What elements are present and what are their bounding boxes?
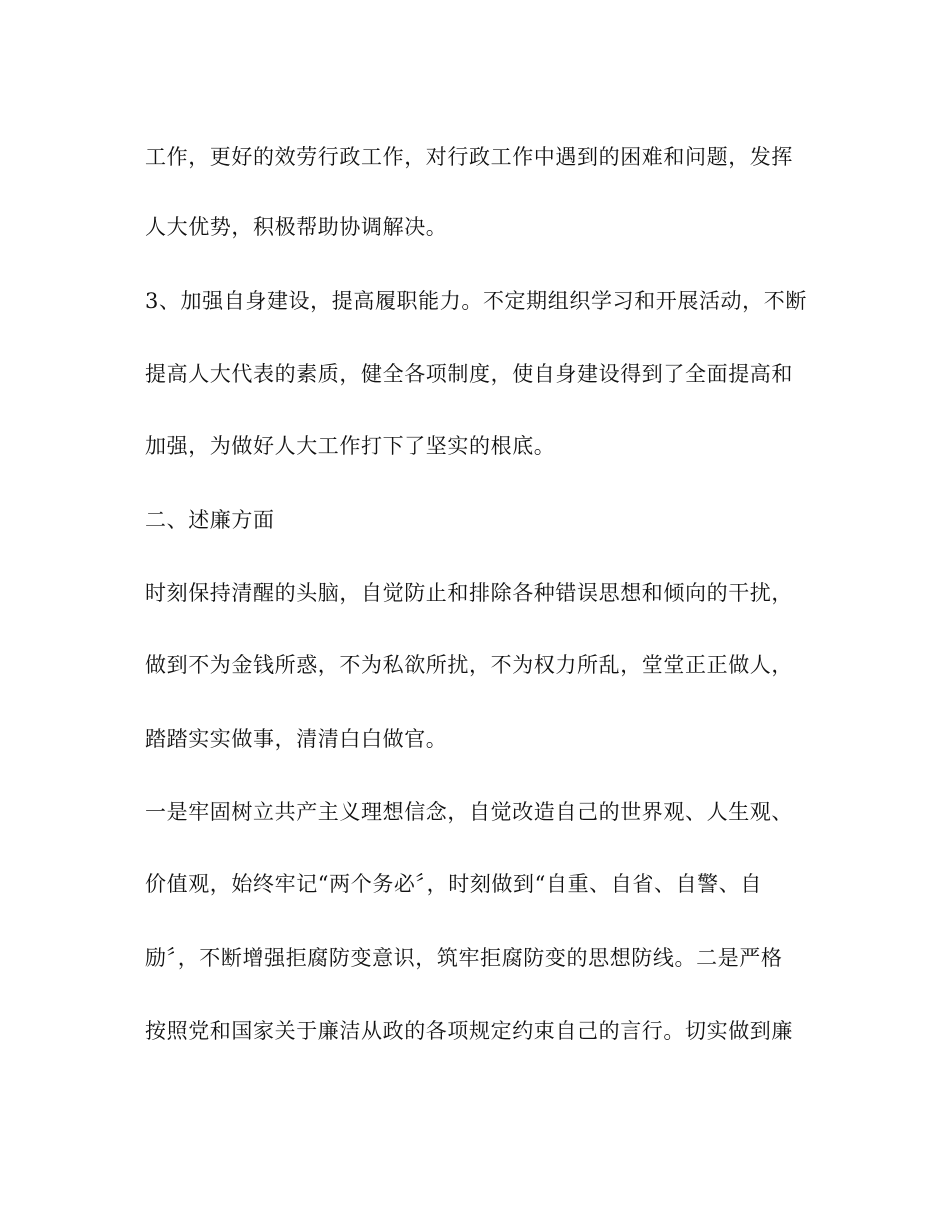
text-line: 价值观，始终牢记“两个务必〞，时刻做到“自重、自省、自警、自 (145, 872, 762, 896)
text-line: 按照党和国家关于廉洁从政的各项规定约束自己的言行。切实做到廉 (145, 1019, 793, 1043)
text-line: 一是牢固树立共产主义理想信念，自觉改造自己的世界观、人生观、 (145, 800, 793, 824)
text-line: 人大优势，积极帮助协调解决。 (145, 215, 448, 239)
text-line: 时刻保持清醒的头脑，自觉防止和排除各种错误思想和倾向的干扰， (145, 581, 793, 605)
text-line: 励〞，不断增强拒腐防变意识，筑牢拒腐防变的思想防线。二是严格 (145, 946, 783, 970)
text-line: 提高人大代表的素质，健全各项制度，使自身建设得到了全面提高和 (145, 362, 793, 386)
text-line: 做到不为金钱所惑，不为私欲所扰，不为权力所乱，堂堂正正做人， (145, 653, 793, 677)
text-line: 加强，为做好人大工作打下了坚实的根底。 (145, 434, 556, 458)
text-line: 踏踏实实做事，清清白白做官。 (145, 727, 448, 751)
section-heading: 二、述廉方面 (145, 508, 275, 532)
text-line: 3、加强自身建设，提高履职能力。不定期组织学习和开展活动，不断 (145, 289, 807, 313)
text-line: 工作，更好的效劳行政工作，对行政工作中遇到的困难和问题，发挥 (145, 145, 793, 169)
